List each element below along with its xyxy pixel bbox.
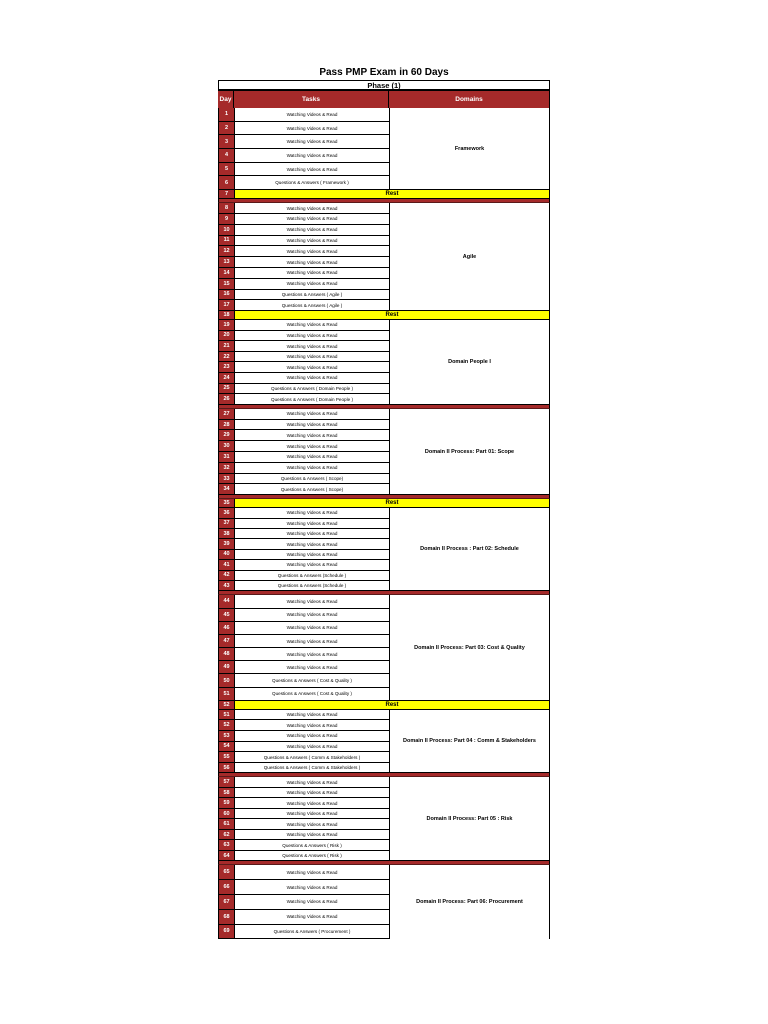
- table-row: [219, 895, 390, 910]
- table-row: [219, 149, 390, 163]
- table-row: [219, 441, 390, 452]
- table-row: [219, 122, 390, 136]
- task-cell: Watching Videos & Read: [235, 236, 390, 246]
- day-number: 11: [219, 236, 235, 246]
- table-row: [219, 394, 390, 405]
- day-number: 56: [219, 763, 235, 773]
- table-row: [219, 300, 390, 311]
- header-tasks: Tasks: [234, 91, 389, 108]
- task-cell: Watching Videos & Read: [235, 352, 390, 362]
- day-number: 17: [219, 300, 235, 310]
- day-number: 67: [219, 895, 235, 909]
- task-cell: Questions & Answers ( Procurement ): [235, 925, 390, 939]
- table-row: [219, 840, 390, 851]
- table-row: [219, 550, 390, 560]
- task-cell: Watching Videos & Read: [235, 895, 390, 909]
- day-number: 38: [219, 529, 235, 538]
- domain-section: [218, 710, 550, 774]
- task-cell: Watching Videos & Read: [235, 519, 390, 528]
- header-day: Day: [218, 91, 234, 108]
- day-number: 22: [219, 352, 235, 362]
- table-row: [219, 214, 390, 225]
- task-cell: Watching Videos & Read: [235, 246, 390, 256]
- day-number: 34: [219, 484, 235, 494]
- day-number: 13: [219, 257, 235, 267]
- day-number: 63: [219, 840, 235, 850]
- table-row: [219, 341, 390, 352]
- day-number: 50: [219, 674, 235, 686]
- table-row: [219, 539, 390, 549]
- task-cell: Watching Videos & Read: [235, 122, 390, 135]
- rest-day-number: 52: [219, 701, 235, 709]
- table-row: [219, 661, 390, 674]
- task-cell: Watching Videos & Read: [235, 830, 390, 840]
- domain-cell: Domain II Process: Part 06: Procurement: [416, 899, 523, 906]
- table-row: [219, 352, 390, 363]
- table-row: [219, 648, 390, 661]
- day-number: 26: [219, 394, 235, 404]
- table-row: [219, 257, 390, 268]
- table-row: [219, 176, 390, 190]
- day-number: 29: [219, 430, 235, 440]
- day-number: 43: [219, 581, 235, 590]
- rest-label: Rest: [235, 311, 549, 319]
- table-row: [219, 560, 390, 570]
- day-number: 49: [219, 661, 235, 673]
- day-number: 55: [219, 752, 235, 762]
- task-cell: Watching Videos & Read: [235, 268, 390, 278]
- table-row: [219, 595, 390, 608]
- task-cell: Watching Videos & Read: [235, 731, 390, 741]
- task-cell: Watching Videos & Read: [235, 320, 390, 330]
- day-number: 44: [219, 595, 235, 607]
- day-number: 15: [219, 279, 235, 289]
- domain-cell: Agile: [390, 203, 549, 311]
- task-cell: Watching Videos & Read: [235, 809, 390, 819]
- day-number: 45: [219, 609, 235, 621]
- table-row: [219, 529, 390, 539]
- task-cell: Watching Videos & Read: [235, 331, 390, 341]
- table-row: [219, 384, 390, 395]
- domain-cell: Domain II Process : Part 02: Schedule: [390, 508, 549, 591]
- table-row: [219, 752, 390, 763]
- table-row: [219, 420, 390, 431]
- task-cell: Watching Videos & Read: [235, 257, 390, 267]
- day-number: 53: [219, 731, 235, 741]
- table-row: [219, 830, 390, 841]
- table-body: [218, 108, 550, 939]
- day-number: 2: [219, 122, 235, 135]
- domain-cell: Framework: [390, 108, 549, 190]
- rest-day-number: 18: [219, 311, 235, 319]
- day-number: 24: [219, 373, 235, 383]
- day-number: 36: [219, 508, 235, 517]
- task-cell: Watching Videos & Read: [235, 409, 390, 419]
- task-cell: Watching Videos & Read: [235, 452, 390, 462]
- day-number: 14: [219, 268, 235, 278]
- task-cell: Watching Videos & Read: [235, 420, 390, 430]
- day-number: 57: [219, 777, 235, 787]
- task-cell: Watching Videos & Read: [235, 788, 390, 798]
- task-cell: Watching Videos & Read: [235, 341, 390, 351]
- task-cell: Questions & Answers ( Scope): [235, 474, 390, 484]
- domain-cell: Domain II Process: Part 05 : Risk: [390, 777, 549, 861]
- day-number: 54: [219, 742, 235, 752]
- task-cell: Watching Videos & Read: [235, 550, 390, 559]
- task-cell: Questions & Answers ( Agile ): [235, 290, 390, 300]
- rest-row: [218, 499, 550, 508]
- task-cell: Watching Videos & Read: [235, 539, 390, 548]
- task-cell: Watching Videos & Read: [235, 609, 390, 621]
- table-row: [219, 519, 390, 529]
- task-cell: Watching Videos & Read: [235, 880, 390, 894]
- day-number: 6: [219, 176, 235, 189]
- day-number: 12: [219, 246, 235, 256]
- domain-section: [218, 320, 550, 405]
- day-number: 66: [219, 880, 235, 894]
- domain-section: [218, 865, 550, 939]
- task-cell: Watching Videos & Read: [235, 279, 390, 289]
- table-row: [219, 163, 390, 177]
- page-title: Pass PMP Exam in 60 Days: [319, 67, 449, 78]
- day-number: 61: [219, 819, 235, 829]
- day-number: 3: [219, 135, 235, 148]
- phase-label: Phase (1): [218, 80, 550, 90]
- task-cell: Questions & Answers (Schedule ): [235, 571, 390, 580]
- domain-cell: Domain People I: [390, 320, 549, 405]
- day-number: 64: [219, 851, 235, 861]
- task-cell: Watching Videos & Read: [235, 710, 390, 720]
- rest-row: [218, 701, 550, 710]
- day-number: 19: [219, 320, 235, 330]
- task-cell: Questions & Answers ( Risk ): [235, 851, 390, 861]
- table-row: [219, 910, 390, 925]
- day-number: 10: [219, 225, 235, 235]
- task-cell: Questions & Answers ( Comm & Stakeholders ): [235, 752, 390, 762]
- task-cell: Watching Videos & Read: [235, 742, 390, 752]
- task-cell: Questions & Answers ( Cost & Quality ): [235, 688, 390, 700]
- table-row: [219, 373, 390, 384]
- task-cell: Watching Videos & Read: [235, 362, 390, 372]
- task-cell: Watching Videos & Read: [235, 214, 390, 224]
- table-row: [219, 452, 390, 463]
- day-number: 68: [219, 910, 235, 924]
- table-row: [219, 674, 390, 687]
- task-cell: Questions & Answers ( Domain People ): [235, 394, 390, 404]
- day-number: 59: [219, 798, 235, 808]
- task-cell: Watching Videos & Read: [235, 798, 390, 808]
- table-row: [219, 788, 390, 799]
- table-row: [219, 430, 390, 441]
- table-row: [219, 880, 390, 895]
- day-number: 27: [219, 409, 235, 419]
- day-number: 37: [219, 519, 235, 528]
- task-cell: Watching Videos & Read: [235, 441, 390, 451]
- header-domains: Domains: [389, 91, 550, 108]
- rest-label: Rest: [235, 190, 549, 198]
- day-number: 20: [219, 331, 235, 341]
- task-cell: Watching Videos & Read: [235, 648, 390, 660]
- day-number: 1: [219, 108, 235, 121]
- table-row: [219, 279, 390, 290]
- day-number: 25: [219, 384, 235, 394]
- table-row: [219, 819, 390, 830]
- day-number: 46: [219, 622, 235, 634]
- table-row: [219, 362, 390, 373]
- table-row: [219, 609, 390, 622]
- task-cell: Watching Videos & Read: [235, 508, 390, 517]
- rest-row: [218, 311, 550, 320]
- task-cell: Watching Videos & Read: [235, 910, 390, 924]
- task-cell: Questions & Answers ( Agile ): [235, 300, 390, 310]
- task-cell: Watching Videos & Read: [235, 225, 390, 235]
- task-cell: Watching Videos & Read: [235, 463, 390, 473]
- table-row: [219, 742, 390, 753]
- table-row: [219, 688, 390, 701]
- day-number: 51: [219, 688, 235, 700]
- day-number: 65: [219, 865, 235, 879]
- task-cell: Watching Videos & Read: [235, 661, 390, 673]
- table-row: [219, 508, 390, 518]
- day-number: 33: [219, 474, 235, 484]
- day-number: 31: [219, 452, 235, 462]
- day-number: 69: [219, 925, 235, 939]
- task-cell: Watching Videos & Read: [235, 430, 390, 440]
- day-number: 62: [219, 830, 235, 840]
- table-row: [219, 798, 390, 809]
- table-row: [219, 135, 390, 149]
- domain-section: [218, 595, 550, 701]
- task-cell: Watching Videos & Read: [235, 108, 390, 121]
- rest-day-number: 7: [219, 190, 235, 198]
- task-cell: Watching Videos & Read: [235, 635, 390, 647]
- task-cell: Watching Videos & Read: [235, 560, 390, 569]
- task-cell: Watching Videos & Read: [235, 529, 390, 538]
- day-number: 9: [219, 214, 235, 224]
- table-row: [219, 463, 390, 474]
- domain-section: [218, 777, 550, 861]
- schedule-sheet: [218, 62, 550, 939]
- day-number: 48: [219, 648, 235, 660]
- task-cell: Watching Videos & Read: [235, 373, 390, 383]
- day-number: 23: [219, 362, 235, 372]
- task-cell: Questions & Answers ( Scope): [235, 484, 390, 494]
- day-number: 16: [219, 290, 235, 300]
- table-row: [219, 484, 390, 495]
- table-row: [219, 777, 390, 788]
- day-number: 30: [219, 441, 235, 451]
- table-row: [219, 474, 390, 485]
- task-cell: Watching Videos & Read: [235, 865, 390, 879]
- day-number: 58: [219, 788, 235, 798]
- table-row: [219, 268, 390, 279]
- task-cell: Questions & Answers ( Risk ): [235, 840, 390, 850]
- task-cell: Watching Videos & Read: [235, 163, 390, 176]
- task-cell: Watching Videos & Read: [235, 149, 390, 162]
- task-cell: Watching Videos & Read: [235, 203, 390, 213]
- day-number: 39: [219, 539, 235, 548]
- table-row: [219, 865, 390, 880]
- domain-cell: Domain II Process: Part 01: Scope: [390, 409, 549, 495]
- table-row: [219, 731, 390, 742]
- domain-cell: Domain II Process: Part 03: Cost & Quality: [390, 595, 549, 701]
- day-number: 60: [219, 809, 235, 819]
- day-number: 40: [219, 550, 235, 559]
- table-row: [219, 710, 390, 721]
- task-cell: Watching Videos & Read: [235, 720, 390, 730]
- table-row: [219, 108, 390, 122]
- day-number: 52: [219, 720, 235, 730]
- domain-section: [218, 409, 550, 495]
- day-number: 4: [219, 149, 235, 162]
- table-row: [219, 851, 390, 862]
- table-row: [219, 581, 390, 591]
- domain-section: [218, 508, 550, 591]
- task-cell: Questions & Answers ( Framework ): [235, 176, 390, 189]
- task-cell: Questions & Answers ( Cost & Quality ): [235, 674, 390, 686]
- day-number: 41: [219, 560, 235, 569]
- table-row: [219, 925, 390, 940]
- day-number: 51: [219, 710, 235, 720]
- table-row: [219, 720, 390, 731]
- rest-label: Rest: [235, 499, 549, 507]
- table-row: [219, 622, 390, 635]
- table-row: [219, 225, 390, 236]
- table-row: [219, 290, 390, 301]
- table-row: [219, 331, 390, 342]
- table-row: [219, 203, 390, 214]
- rest-row: [218, 190, 550, 199]
- table-row: [219, 409, 390, 420]
- day-number: 32: [219, 463, 235, 473]
- day-number: 28: [219, 420, 235, 430]
- task-cell: Questions & Answers (Schedule ): [235, 581, 390, 590]
- table-header: [218, 90, 550, 108]
- task-cell: Watching Videos & Read: [235, 135, 390, 148]
- rest-day-number: 35: [219, 499, 235, 507]
- task-cell: Questions & Answers ( Comm & Stakeholders ): [235, 763, 390, 773]
- day-number: 8: [219, 203, 235, 213]
- table-row: [219, 571, 390, 581]
- task-cell: Watching Videos & Read: [235, 595, 390, 607]
- domain-cell: Domain II Process: Part 04 : Comm & Stakeholders: [390, 710, 549, 774]
- domain-section: [218, 203, 550, 311]
- day-number: 47: [219, 635, 235, 647]
- day-number: 21: [219, 341, 235, 351]
- table-row: [219, 809, 390, 820]
- table-row: [219, 635, 390, 648]
- day-number: 42: [219, 571, 235, 580]
- table-row: [219, 246, 390, 257]
- task-cell: Watching Videos & Read: [235, 777, 390, 787]
- table-row: [219, 236, 390, 247]
- rest-label: Rest: [235, 701, 549, 709]
- table-row: [219, 320, 390, 331]
- day-number: 5: [219, 163, 235, 176]
- task-cell: Watching Videos & Read: [235, 622, 390, 634]
- domain-section: [218, 108, 550, 190]
- table-row: [219, 763, 390, 774]
- task-cell: Watching Videos & Read: [235, 819, 390, 829]
- task-cell: Questions & Answers ( Domain People ): [235, 384, 390, 394]
